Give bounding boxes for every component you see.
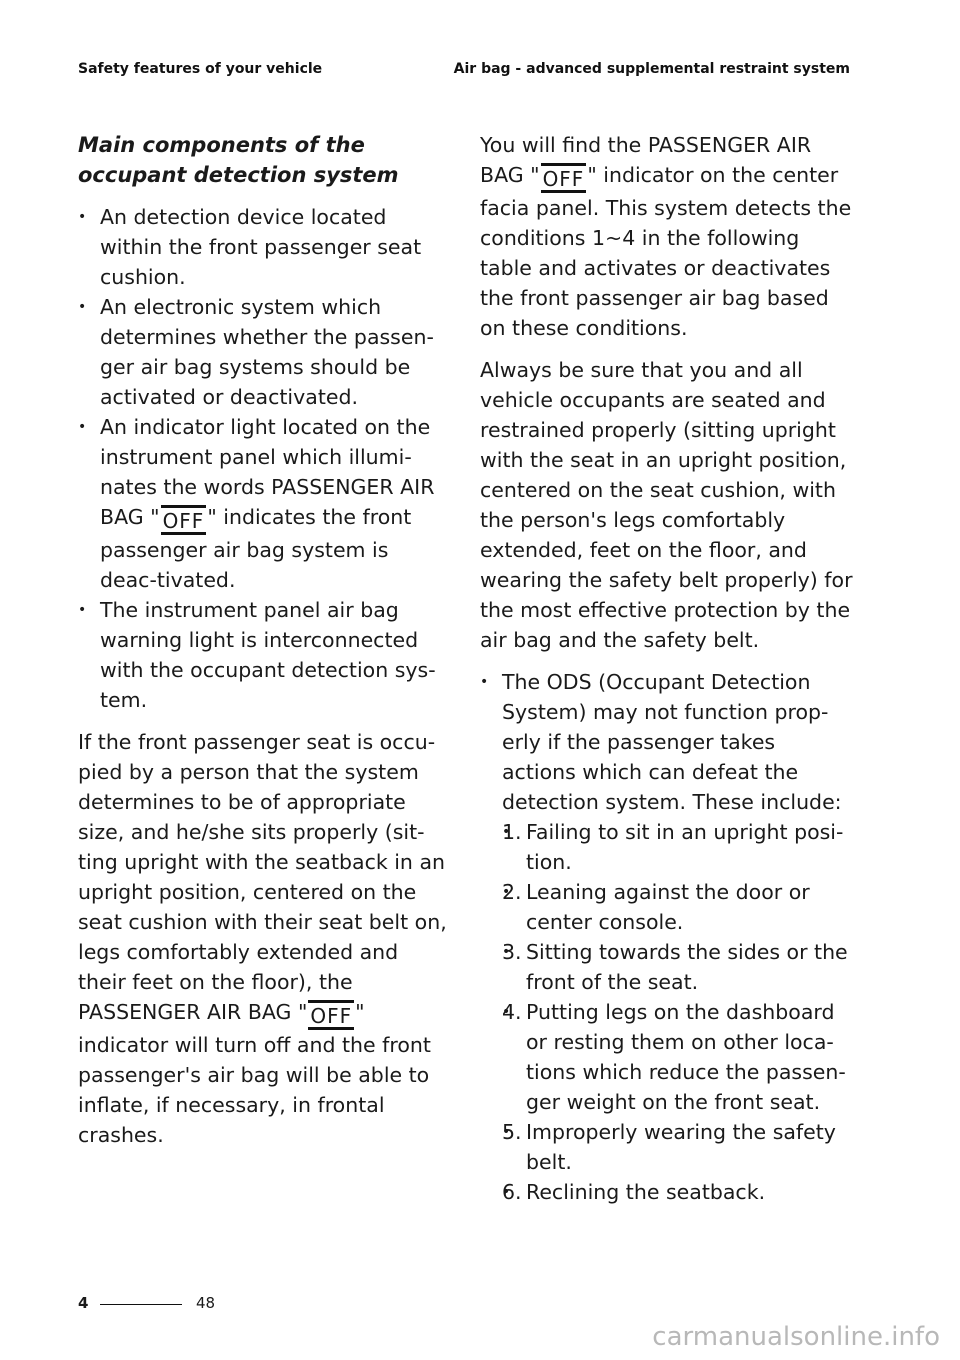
numbered-item [502, 1177, 855, 1207]
item-text: Sitting towards the sides or the front of the seat. [526, 940, 848, 994]
running-header-section: Safety features of your vehicle [78, 61, 323, 77]
item-text: Failing to sit in an upright posi-tion. [526, 820, 844, 874]
watermark: carmanualsonline.info [652, 1322, 940, 1352]
page-number: 48 [196, 1294, 216, 1312]
list-item-text: • The ODS (Occupant Detection System) may not function prop-erly if the passenger takes actions which can defeat the detection system. These include: [502, 670, 842, 814]
numbered-item [502, 817, 855, 877]
left-column [78, 130, 448, 1162]
item-number: • 1. [502, 820, 522, 844]
list-item [480, 667, 855, 1207]
list-item: • An detection device located within the front passenger seat cushion. [78, 202, 448, 292]
body-paragraph [480, 130, 855, 343]
components-list [78, 202, 448, 715]
item-number: • 5. [502, 1120, 522, 1144]
passenger-airbag-off-icon: OFF [541, 163, 587, 193]
body-paragraph: Always be sure that you and all vehicle occupants are seated and restrained properly (sitting upright with the seat in an upright position, centered on the seat cushion, with the person's legs comfortably extended, feet on the floor, and wearing the safety belt properly) for the most effective protection by the air bag and the safety belt. [480, 358, 853, 652]
item-number: • 4. [502, 1000, 522, 1024]
item-text: Reclining the seatback. [526, 1180, 766, 1204]
chapter-number: 4 [78, 1294, 89, 1312]
numbered-list [502, 817, 855, 1207]
paragraph-text-after-icon: " indicator on the center facia panel. This system detects the conditions 1~4 in the following table and activates or deactivates the front passenger air bag based on these conditions. [480, 163, 852, 340]
list-item-text-before-icon: An indicator light located on the instrument panel which illumi-nates the words PASSENGER AIR BAG " [100, 415, 435, 529]
running-header-topic: Air bag - advanced supplemental restraint system [453, 61, 850, 77]
ods-list [480, 667, 855, 1207]
item-text: Putting legs on the dashboard or resting them on other loca-tions which reduce the passen-ger weight on the front seat. [526, 1000, 846, 1114]
list-item-text-after-icon: " indicates the front passenger air bag system is deac-tivated. [100, 505, 412, 592]
numbered-item [502, 877, 855, 937]
list-item: • The instrument panel air bag warning light is interconnected with the occupant detection sys-tem. [78, 595, 448, 715]
paragraph-text-after-icon: " indicator will turn off and the front passenger's air bag will be able to inflate, if necessary, in frontal crashes. [78, 1000, 431, 1147]
item-text: Leaning against the door or center console. [526, 880, 810, 934]
section-heading: Main components of the occupant detection system [78, 133, 399, 187]
paragraph-text-before-icon: If the front passenger seat is occu-pied by a person that the system determines to be of appropriate size, and he/she sits properly (sit-ting upright with the seatback in an upright position, centered on the seat cushion with their seat belt on, legs comfortably extended and their feet on the floor), the PASSENGER AIR BAG " [78, 730, 447, 1024]
numbered-item [502, 937, 855, 997]
item-number: • 3. [502, 940, 522, 964]
right-column [480, 130, 855, 1219]
list-item [78, 412, 448, 595]
item-number: • 2. [502, 880, 522, 904]
numbered-item [502, 1117, 855, 1177]
list-item: • An electronic system which determines whether the passen-ger air bag systems should be activated or deactivated. [78, 292, 448, 412]
passenger-airbag-off-icon: OFF [308, 1000, 354, 1030]
body-paragraph [78, 727, 448, 1150]
footer-divider [100, 1304, 182, 1305]
item-text: Improperly wearing the safety belt. [526, 1120, 836, 1174]
passenger-airbag-off-icon: OFF [161, 505, 207, 535]
item-number: • 6. [502, 1180, 522, 1204]
numbered-item [502, 997, 855, 1117]
paragraph-text-before-icon: You will find the PASSENGER AIR BAG " [480, 133, 812, 187]
